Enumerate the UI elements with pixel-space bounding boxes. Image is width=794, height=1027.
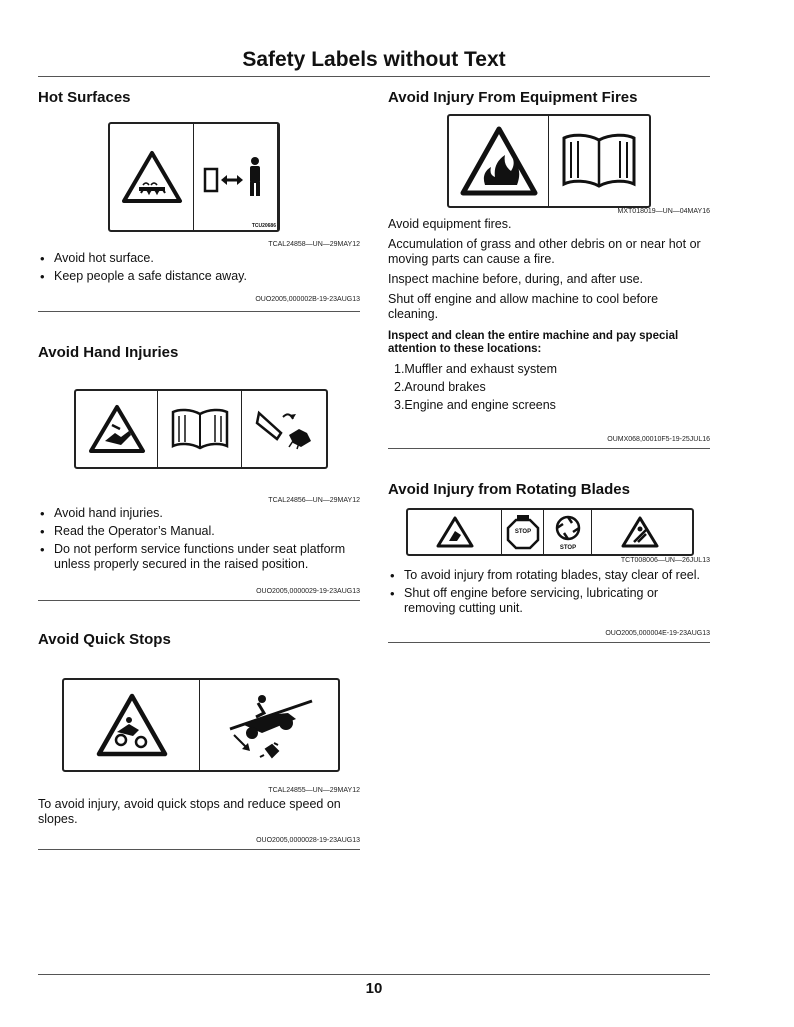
hand-injuries-section	[38, 344, 360, 361]
blade-warning-icon	[408, 510, 502, 554]
figure-caption: TCAL24858—UN—29MAY12	[268, 241, 360, 248]
section-title: Avoid Quick Stops	[38, 631, 171, 648]
section-divider	[38, 849, 360, 850]
keep-distance-icon	[194, 124, 278, 230]
fire-warning-icon	[449, 116, 549, 206]
rotating-blades-label-image	[406, 508, 694, 556]
numbered-item: 3.Engine and engine screens	[394, 398, 556, 412]
section-title: Avoid Injury from Rotating Blades	[388, 481, 630, 498]
page-number: 10	[365, 980, 383, 997]
figure-caption: TCAL24856—UN—29MAY12	[268, 497, 360, 504]
figure-caption: TCT008006—UN—26JUL13	[620, 557, 710, 564]
bullet-item: • Avoid hand injuries.	[38, 506, 360, 521]
section-divider	[388, 448, 710, 449]
body-text: Accumulation of grass and other debris on or near hot or moving parts can cause a fire.	[388, 237, 701, 266]
section-divider	[388, 642, 710, 643]
hand-crush-warning-icon	[76, 391, 158, 467]
hot-surfaces-section	[38, 89, 360, 106]
footer-divider	[38, 974, 710, 975]
stop-reel-icon	[544, 510, 592, 554]
reference-code: OUO2005,0000028-19-23AUG13	[256, 837, 360, 844]
page-title: Safety Labels without Text	[242, 48, 506, 71]
operator-manual-icon	[549, 116, 649, 206]
reference-code: OUO2005,000002B-19-23AUG13	[255, 296, 360, 303]
hand-injuries-bullets	[38, 506, 360, 575]
title-divider	[38, 76, 710, 77]
figure-caption: MXT018019—UN—04MAY16	[617, 208, 710, 215]
body-text: Avoid equipment fires.	[388, 217, 512, 231]
hot-surfaces-bullets	[38, 251, 360, 287]
emphasis-text: Inspect and clean the entire machine and pay special attention to these locations:	[388, 330, 679, 355]
body-text: Shut off engine and allow machine to cool before cleaning.	[388, 292, 659, 321]
seat-platform-pinch-icon	[242, 391, 326, 467]
rotating-blades-bullets	[388, 568, 710, 619]
bullet-item: • To avoid injury from rotating blades, stay clear of reel.	[388, 568, 710, 583]
section-title: Hot Surfaces	[38, 89, 131, 106]
reference-code: OUO2005,000004E-19-23AUG13	[605, 630, 710, 637]
quick-stops-label-image	[62, 678, 340, 772]
section-title: Avoid Injury From Equipment Fires	[388, 89, 638, 106]
stop-engine-icon	[502, 510, 544, 554]
hand-injury-label-image	[74, 389, 328, 469]
equipment-fires-text	[388, 217, 710, 416]
bullet-item: • Do not perform service functions under seat platform unless properly secured in the raised position.	[38, 542, 360, 572]
section-title: Avoid Hand Injuries	[38, 344, 179, 361]
figure-caption: TCAL24855—UN—29MAY12	[268, 787, 360, 794]
slope-quick-stop-icon	[200, 680, 338, 770]
reel-entanglement-warning-icon	[592, 510, 688, 554]
bullet-item: • Keep people a safe distance away.	[38, 269, 360, 284]
bullet-item: • Avoid hot surface.	[38, 251, 360, 266]
equipment-fires-section	[388, 89, 710, 106]
body-text: Inspect machine before, during, and after use.	[388, 272, 644, 286]
stop-text: STOP	[559, 545, 577, 551]
numbered-item: 1.Muffler and exhaust system	[394, 362, 558, 376]
rollover-warning-icon	[64, 680, 200, 770]
reference-code: OUO2005,0000029-19-23AUG13	[256, 588, 360, 595]
operator-manual-icon	[158, 391, 242, 467]
fire-label-image	[447, 114, 651, 208]
label-part-number: TCU20686	[251, 223, 276, 229]
hot-surface-label-image	[108, 122, 280, 232]
quick-stops-text	[38, 797, 360, 832]
rotating-blades-section	[388, 481, 710, 498]
bullet-item: • Shut off engine before servicing, lubricating or removing cutting unit.	[388, 586, 710, 616]
body-text: To avoid injury, avoid quick stops and reduce speed on slopes.	[38, 797, 341, 826]
stop-text: STOP	[514, 529, 532, 535]
bullet-item: • Read the Operator’s Manual.	[38, 524, 360, 539]
numbered-item: 2.Around brakes	[394, 380, 486, 394]
section-divider	[38, 311, 360, 312]
hot-surface-warning-icon	[110, 124, 194, 230]
quick-stops-section	[38, 631, 360, 648]
reference-code: OUMX068,00010F5-19-25JUL16	[607, 436, 710, 443]
section-divider	[38, 600, 360, 601]
